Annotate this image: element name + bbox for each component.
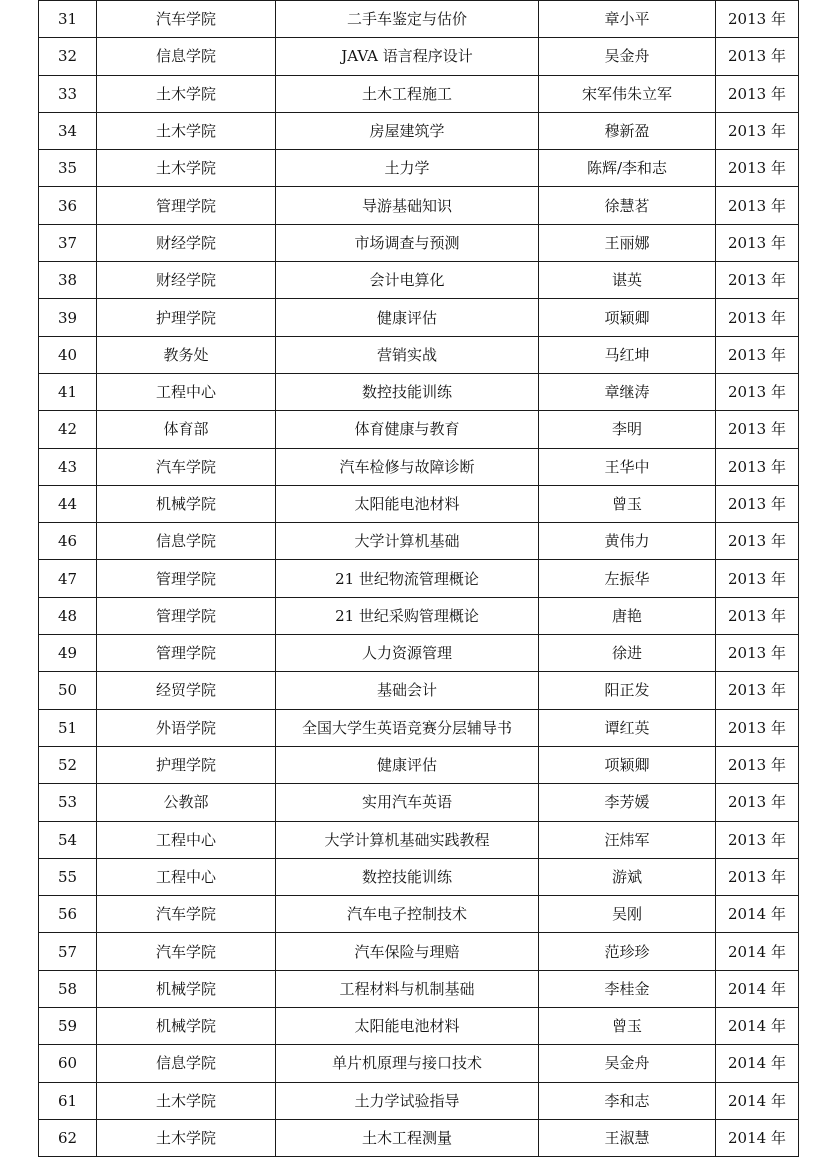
college-cell: 护理学院 [97, 299, 276, 336]
year-cell: 2014 年 [716, 970, 799, 1007]
author-cell: 吴金舟 [539, 38, 716, 75]
textbook-title-cell: 太阳能电池材料 [276, 485, 539, 522]
author-cell: 李和志 [539, 1082, 716, 1119]
author-cell: 游斌 [539, 858, 716, 895]
table-row [39, 597, 799, 634]
table-row [39, 336, 799, 373]
college-cell: 工程中心 [97, 821, 276, 858]
author-cell: 谭红英 [539, 709, 716, 746]
year-cell: 2014 年 [716, 1119, 799, 1156]
row-number-cell: 39 [39, 299, 97, 336]
year-cell: 2013 年 [716, 112, 799, 149]
textbook-title-cell: 营销实战 [276, 336, 539, 373]
college-cell: 体育部 [97, 411, 276, 448]
year-cell: 2013 年 [716, 635, 799, 672]
college-cell: 外语学院 [97, 709, 276, 746]
row-number-cell: 61 [39, 1082, 97, 1119]
author-cell: 陈辉/李和志 [539, 150, 716, 187]
year-cell: 2013 年 [716, 821, 799, 858]
author-cell: 章小平 [539, 1, 716, 38]
table-row [39, 112, 799, 149]
table-row [39, 262, 799, 299]
table-body [39, 1, 799, 1157]
textbook-title-cell: 全国大学生英语竞赛分层辅导书 [276, 709, 539, 746]
author-cell: 李桂金 [539, 970, 716, 1007]
table-row [39, 560, 799, 597]
textbook-title-cell: 市场调查与预测 [276, 224, 539, 261]
college-cell: 管理学院 [97, 560, 276, 597]
row-number-cell: 41 [39, 373, 97, 410]
row-number-cell: 42 [39, 411, 97, 448]
textbook-title-cell: 实用汽车英语 [276, 784, 539, 821]
row-number-cell: 53 [39, 784, 97, 821]
year-cell: 2014 年 [716, 1008, 799, 1045]
year-cell: 2013 年 [716, 485, 799, 522]
year-cell: 2013 年 [716, 187, 799, 224]
author-cell: 徐慧茗 [539, 187, 716, 224]
author-cell: 王淑慧 [539, 1119, 716, 1156]
author-cell: 项颖卿 [539, 746, 716, 783]
year-cell: 2013 年 [716, 672, 799, 709]
textbook-title-cell: 单片机原理与接口技术 [276, 1045, 539, 1082]
row-number-cell: 60 [39, 1045, 97, 1082]
college-cell: 土木学院 [97, 1119, 276, 1156]
author-cell: 李芳媛 [539, 784, 716, 821]
year-cell: 2013 年 [716, 336, 799, 373]
year-cell: 2013 年 [716, 373, 799, 410]
author-cell: 谌英 [539, 262, 716, 299]
college-cell: 公教部 [97, 784, 276, 821]
year-cell: 2014 年 [716, 1082, 799, 1119]
textbook-title-cell: 汽车保险与理赔 [276, 933, 539, 970]
row-number-cell: 37 [39, 224, 97, 261]
table-row [39, 1119, 799, 1156]
textbook-title-cell: 土木工程测量 [276, 1119, 539, 1156]
table-row [39, 1, 799, 38]
row-number-cell: 36 [39, 187, 97, 224]
textbook-title-cell: 导游基础知识 [276, 187, 539, 224]
year-cell: 2014 年 [716, 896, 799, 933]
table-row [39, 635, 799, 672]
table-row [39, 896, 799, 933]
row-number-cell: 50 [39, 672, 97, 709]
row-number-cell: 55 [39, 858, 97, 895]
college-cell: 教务处 [97, 336, 276, 373]
year-cell: 2013 年 [716, 411, 799, 448]
textbook-title-cell: 太阳能电池材料 [276, 1008, 539, 1045]
year-cell: 2013 年 [716, 75, 799, 112]
table-row [39, 858, 799, 895]
author-cell: 王丽娜 [539, 224, 716, 261]
textbook-title-cell: 工程材料与机制基础 [276, 970, 539, 1007]
row-number-cell: 46 [39, 523, 97, 560]
table-row [39, 821, 799, 858]
row-number-cell: 47 [39, 560, 97, 597]
row-number-cell: 31 [39, 1, 97, 38]
textbook-title-cell: 土力学 [276, 150, 539, 187]
table-row [39, 1082, 799, 1119]
author-cell: 宋军伟朱立军 [539, 75, 716, 112]
author-cell: 曾玉 [539, 1008, 716, 1045]
textbook-title-cell: 健康评估 [276, 299, 539, 336]
year-cell: 2013 年 [716, 746, 799, 783]
row-number-cell: 56 [39, 896, 97, 933]
year-cell: 2014 年 [716, 933, 799, 970]
college-cell: 机械学院 [97, 485, 276, 522]
table-row [39, 970, 799, 1007]
author-cell: 汪炜军 [539, 821, 716, 858]
textbook-title-cell: 土力学试验指导 [276, 1082, 539, 1119]
textbook-title-cell: 大学计算机基础 [276, 523, 539, 560]
year-cell: 2013 年 [716, 299, 799, 336]
row-number-cell: 32 [39, 38, 97, 75]
table-row [39, 1045, 799, 1082]
year-cell: 2014 年 [716, 1045, 799, 1082]
college-cell: 财经学院 [97, 224, 276, 261]
author-cell: 项颖卿 [539, 299, 716, 336]
author-cell: 吴金舟 [539, 1045, 716, 1082]
row-number-cell: 33 [39, 75, 97, 112]
textbook-title-cell: 健康评估 [276, 746, 539, 783]
author-cell: 范珍珍 [539, 933, 716, 970]
row-number-cell: 43 [39, 448, 97, 485]
row-number-cell: 58 [39, 970, 97, 1007]
author-cell: 章继涛 [539, 373, 716, 410]
author-cell: 左振华 [539, 560, 716, 597]
year-cell: 2013 年 [716, 858, 799, 895]
table-row [39, 75, 799, 112]
author-cell: 王华中 [539, 448, 716, 485]
author-cell: 马红坤 [539, 336, 716, 373]
year-cell: 2013 年 [716, 262, 799, 299]
author-cell: 李明 [539, 411, 716, 448]
college-cell: 工程中心 [97, 858, 276, 895]
textbook-title-cell: JAVA 语言程序设计 [276, 38, 539, 75]
table-row [39, 373, 799, 410]
college-cell: 汽车学院 [97, 933, 276, 970]
year-cell: 2013 年 [716, 150, 799, 187]
table-row [39, 224, 799, 261]
textbook-title-cell: 基础会计 [276, 672, 539, 709]
table-row [39, 709, 799, 746]
college-cell: 土木学院 [97, 112, 276, 149]
textbook-title-cell: 房屋建筑学 [276, 112, 539, 149]
college-cell: 护理学院 [97, 746, 276, 783]
table-row [39, 485, 799, 522]
college-cell: 信息学院 [97, 523, 276, 560]
author-cell: 阳正发 [539, 672, 716, 709]
author-cell: 曾玉 [539, 485, 716, 522]
college-cell: 土木学院 [97, 150, 276, 187]
textbook-title-cell: 土木工程施工 [276, 75, 539, 112]
year-cell: 2013 年 [716, 224, 799, 261]
college-cell: 工程中心 [97, 373, 276, 410]
college-cell: 管理学院 [97, 597, 276, 634]
textbook-title-cell: 21 世纪采购管理概论 [276, 597, 539, 634]
author-cell: 吴刚 [539, 896, 716, 933]
year-cell: 2013 年 [716, 784, 799, 821]
textbook-title-cell: 二手车鉴定与估价 [276, 1, 539, 38]
college-cell: 管理学院 [97, 187, 276, 224]
college-cell: 管理学院 [97, 635, 276, 672]
table-row [39, 933, 799, 970]
year-cell: 2013 年 [716, 597, 799, 634]
textbook-table [38, 0, 799, 1157]
table-row [39, 411, 799, 448]
row-number-cell: 54 [39, 821, 97, 858]
row-number-cell: 34 [39, 112, 97, 149]
row-number-cell: 44 [39, 485, 97, 522]
table-row [39, 187, 799, 224]
college-cell: 汽车学院 [97, 896, 276, 933]
row-number-cell: 48 [39, 597, 97, 634]
year-cell: 2013 年 [716, 560, 799, 597]
college-cell: 信息学院 [97, 1045, 276, 1082]
table-row [39, 672, 799, 709]
table-row [39, 150, 799, 187]
row-number-cell: 38 [39, 262, 97, 299]
table-row [39, 1008, 799, 1045]
row-number-cell: 35 [39, 150, 97, 187]
college-cell: 土木学院 [97, 1082, 276, 1119]
college-cell: 汽车学院 [97, 448, 276, 485]
table-row [39, 38, 799, 75]
author-cell: 黄伟力 [539, 523, 716, 560]
college-cell: 机械学院 [97, 970, 276, 1007]
year-cell: 2013 年 [716, 448, 799, 485]
row-number-cell: 49 [39, 635, 97, 672]
textbook-title-cell: 汽车检修与故障诊断 [276, 448, 539, 485]
textbook-title-cell: 人力资源管理 [276, 635, 539, 672]
college-cell: 财经学院 [97, 262, 276, 299]
textbook-title-cell: 汽车电子控制技术 [276, 896, 539, 933]
textbook-title-cell: 数控技能训练 [276, 858, 539, 895]
author-cell: 穆新盈 [539, 112, 716, 149]
college-cell: 信息学院 [97, 38, 276, 75]
table-row [39, 448, 799, 485]
college-cell: 经贸学院 [97, 672, 276, 709]
textbook-title-cell: 21 世纪物流管理概论 [276, 560, 539, 597]
row-number-cell: 51 [39, 709, 97, 746]
table-row [39, 299, 799, 336]
row-number-cell: 40 [39, 336, 97, 373]
author-cell: 唐艳 [539, 597, 716, 634]
table-row [39, 784, 799, 821]
year-cell: 2013 年 [716, 1, 799, 38]
row-number-cell: 57 [39, 933, 97, 970]
table-row [39, 523, 799, 560]
textbook-title-cell: 体育健康与教育 [276, 411, 539, 448]
author-cell: 徐进 [539, 635, 716, 672]
college-cell: 机械学院 [97, 1008, 276, 1045]
college-cell: 土木学院 [97, 75, 276, 112]
textbook-title-cell: 会计电算化 [276, 262, 539, 299]
year-cell: 2013 年 [716, 523, 799, 560]
table-row [39, 746, 799, 783]
textbook-title-cell: 大学计算机基础实践教程 [276, 821, 539, 858]
row-number-cell: 52 [39, 746, 97, 783]
year-cell: 2013 年 [716, 709, 799, 746]
row-number-cell: 59 [39, 1008, 97, 1045]
row-number-cell: 62 [39, 1119, 97, 1156]
college-cell: 汽车学院 [97, 1, 276, 38]
year-cell: 2013 年 [716, 38, 799, 75]
textbook-title-cell: 数控技能训练 [276, 373, 539, 410]
